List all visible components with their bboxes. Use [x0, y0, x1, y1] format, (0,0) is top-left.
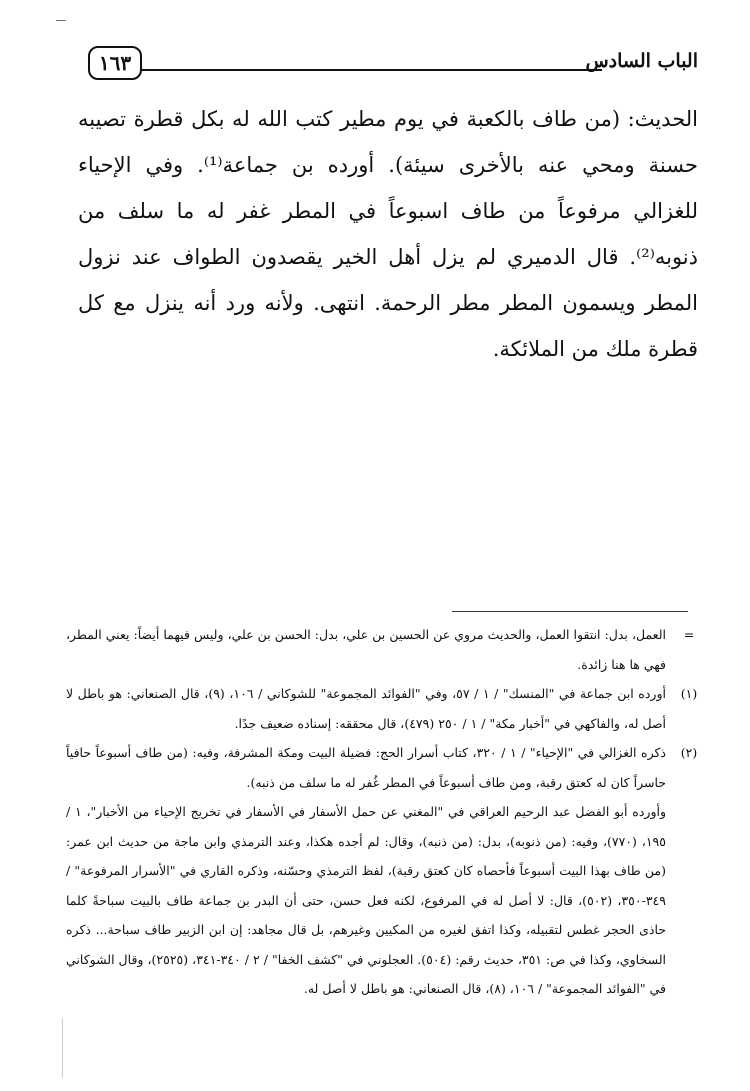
page-header: [88, 46, 698, 80]
footnote-separator: [452, 611, 688, 612]
main-text: [78, 96, 698, 372]
footnote-text: ذكره الغزالي في "الإحياء" / ١ / ٣٢٠، كتاب أسرار الحج: فضيلة البيت ومكة المشرفة، وفيه: (من طاف أسبوعاً حافياً حاسراً كان له كعتق رقبة، ومن طاف أسبوعاً في المطر غُفر له ما سلف من ذنبه).: [66, 745, 666, 790]
chapter-title: الباب السادس: [585, 50, 698, 72]
footnote-2: [66, 738, 706, 1004]
footnote-marker: (١): [680, 686, 698, 701]
footnote-text: وأورده أبو الفضل عبد الرحيم العراقي في "المغني عن حمل الأسفار في الأسفار في تخريج الإحياء من الأخبار"، ١ / ١٩٥، (٧٧٠)، وفيه: (من ذنوبه)، بدل: (من ذنبه)، وقال: لم أجده هكذا، وعند الترمذي وابن ماجة من حديث ابن عمر: (من طاف بهذا البيت أسبوعاً فأحصاه كان كعتق رقبة)، لفظ الترمذي وحسّنه، وذكره القاري في "الأسرار المرفوعة" / ٣٤٩-٣٥٠، (٥٠٢)، قال: لا أصل له في المرفوع، لكنه فعل حسن، حتى أن البدر بن جماعة طاف بالبيت سباحةً كلما حاذى الحجر غطس لتقبيله، وكذا اتفق لغيره من المكيين وغيرهم، بل قال مجاهد: إن ابن الزبير طاف سباحة... ذكره السخاوي، وكذا في ص: ٣٥١، حديث رقم: (٥٠٤). العجلوني في "كشف الخفا" / ٢ / ٣٤٠-٣٤١، (٢٥٢٥)، وقال الشوكاني في "الفوائد المجموعة" / ١٠٦، (٨)، قال الصنعاني: هو باطل لا أصل له.: [66, 804, 666, 996]
footnotes: [66, 620, 706, 1004]
main-paragraph: الحديث: (من طاف بالكعبة في يوم مطير كتب الله له بكل قطرة تصيبه حسنة ومحي عنه بالأخرى سيئة). أورده بن جماعة⁽¹⁾. وفي الإحياء للغزالي مرفوعاً من طاف اسبوعاً في المطر غفر له ما سلف من ذنوبه⁽²⁾. قال الدميري لم يزل أهل الخير يقصدون الطواف عند نزول المطر ويسمون المطر مطر الرحمة. انتهى. ولأنه ورد أنه ينزل مع كل قطرة ملك من الملائكة.: [78, 107, 698, 361]
footnote-marker: =: [683, 627, 695, 642]
gutter-mark: [62, 1018, 63, 1078]
footnote-continuation: [66, 620, 706, 679]
page-number: ١٦٣: [88, 46, 142, 80]
footnote-text: العمل، بدل: انتقوا العمل، والحديث مروي عن الحسين بن علي، بدل: الحسن بن علي، وليس فيهما أيضاً: يعني المطر، فهي ها هنا زائدة.: [66, 627, 666, 672]
footnote-text: أورده ابن جماعة في "المنسك" / ١ / ٥٧، وفي "الفوائد المجموعة" للشوكاني / ١٠٦، (٩)، قال الصنعاني: هو باطل لا أصل له، والفاكهي في "أخبار مكة" / ١ / ٢٥٠ (٤٧٩)، قال محققه: إسناده ضعيف جدًا.: [66, 686, 666, 731]
corner-mark: [56, 20, 66, 21]
footnote-1: [66, 679, 706, 738]
header-rule: [142, 69, 602, 71]
footnote-marker: (٢): [680, 745, 698, 760]
